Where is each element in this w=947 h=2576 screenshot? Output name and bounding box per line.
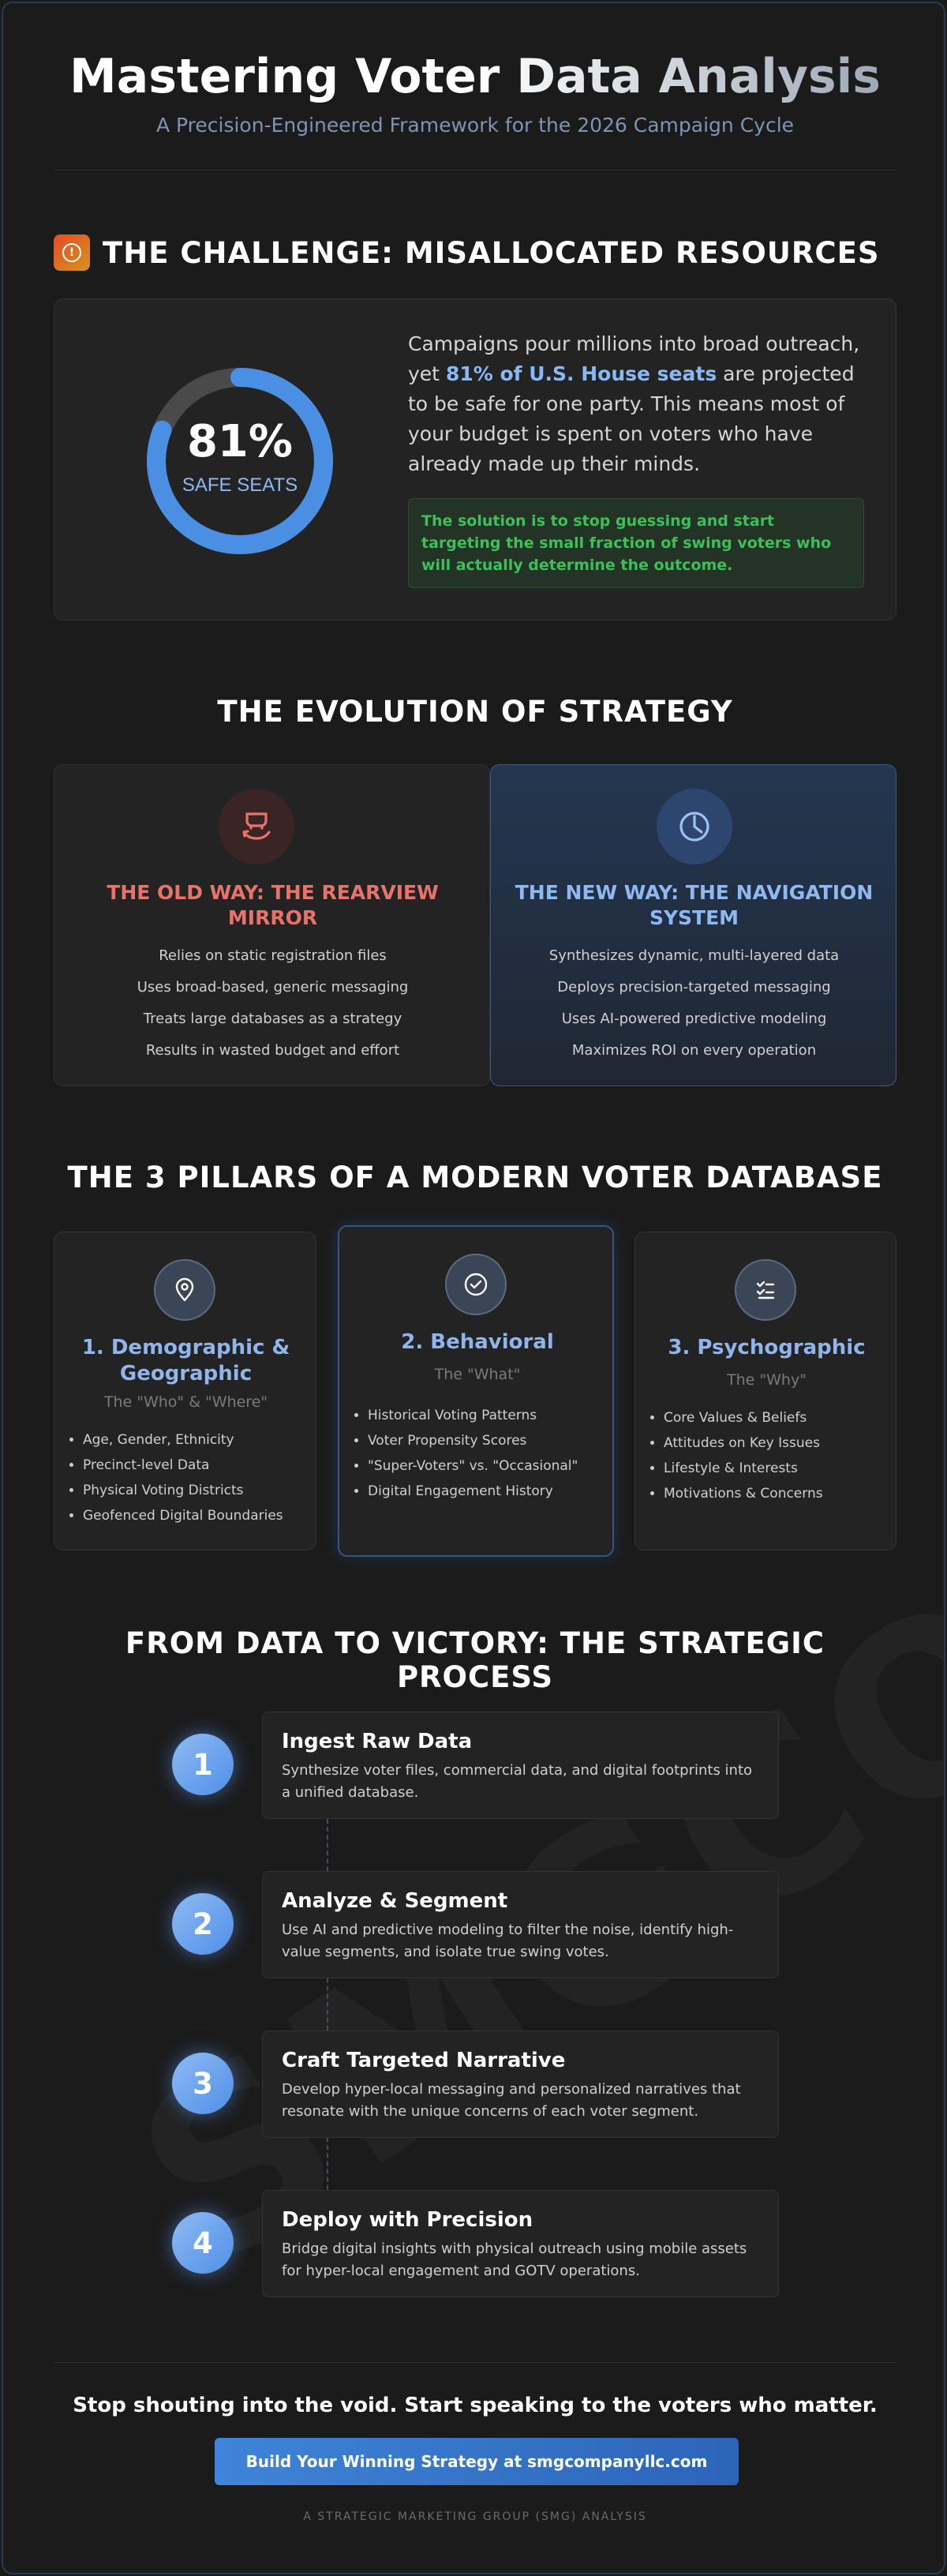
list-item: • Physical Voting Districts (83, 1482, 286, 1499)
pillar-points (646, 1409, 867, 1510)
list-item: Uses AI-powered predictive modeling (561, 1011, 827, 1027)
challenge-heading-row (54, 234, 880, 271)
list-item: • Geofenced Digital Boundaries (83, 1507, 286, 1524)
challenge-text-before: Campaigns pour millions into broad outreach, yet (408, 332, 860, 385)
new-way-title: THE NEW WAY: THE NAVIGATION SYSTEM (515, 881, 874, 929)
evolution-heading: THE EVOLUTION OF STRATEGY (217, 695, 733, 729)
list-item: Treats large databases as a strategy (143, 1011, 402, 1027)
step-description: Synthesize voter files, commercial data, and digital footprints into a unified database. (282, 1762, 753, 1801)
step-title: Analyze & Segment (282, 1889, 508, 1913)
pillar-points (350, 1407, 587, 1508)
rearview-mirror-icon (219, 789, 294, 864)
solution-note: The solution is to stop guessing and start targeting the small fraction of swing voters who will actually determine the outcome. (408, 498, 864, 588)
list-item: • Motivations & Concerns (664, 1485, 867, 1502)
list-item: • "Super-Voters" vs. "Occasional" (368, 1457, 587, 1475)
pillar-subtitle: The "Who" & "Where" (103, 1393, 268, 1411)
divider (54, 2362, 896, 2363)
step-description: Develop hyper-local messaging and personalized narratives that resonate with the unique concerns of each voter segment. (282, 2081, 741, 2120)
step-description: Bridge digital insights with physical outreach using mobile assets for hyper-local engagement and GOTV operations. (282, 2240, 747, 2279)
list-item: Deploys precision-targeted messaging (557, 979, 831, 996)
list-item: Synthesizes dynamic, multi-layered data (548, 947, 840, 964)
page-frame (2, 2, 945, 2574)
process-heading: FROM DATA TO VICTORY: THE STRATEGIC PROCESS (125, 1626, 825, 1694)
step-number-badge: 4 (172, 2212, 234, 2274)
old-way-title: THE OLD WAY: THE REARVIEW MIRROR (107, 881, 439, 929)
step-title: Ingest Raw Data (282, 1730, 473, 1753)
new-way-list (507, 940, 881, 1067)
challenge-text-after: are projected to be safe for one party. This means most of your budget is spent on voters who have already made up their minds. (408, 362, 855, 475)
list-item: • Core Values & Beliefs (664, 1409, 867, 1427)
pillar-subtitle: The "Why" (727, 1371, 807, 1389)
pillars-heading: THE 3 PILLARS OF A MODERN VOTER DATABASE (67, 1161, 883, 1194)
pillar-card-behavioral (338, 1225, 614, 1557)
checklist-icon (735, 1259, 796, 1321)
process-step-card (262, 2190, 779, 2297)
stat-label: SAFE SEATS (182, 474, 298, 496)
step-number-badge: 2 (172, 1893, 234, 1955)
divider (54, 170, 896, 171)
old-way-list (78, 940, 467, 1067)
step-title: Craft Targeted Narrative (282, 2049, 566, 2072)
step-description: Use AI and predictive modeling to filter the noise, identify high-value segments, and isolate true swing votes. (282, 1922, 734, 1960)
stat-value: 81% (186, 416, 294, 467)
old-way-card (54, 764, 490, 1086)
process-step-card (262, 1712, 779, 1819)
footer-credit: A STRATEGIC MARKETING GROUP (SMG) ANALYSIS (303, 2510, 647, 2523)
pillar-points (66, 1431, 286, 1532)
navigation-clock-icon (657, 789, 732, 864)
pillar-subtitle: The "What" (434, 1366, 521, 1383)
page-subtitle: A Precision-Engineered Framework for the 2026 Campaign Cycle (155, 114, 795, 137)
list-item: Maximizes ROI on every operation (571, 1042, 817, 1059)
list-item: • Attitudes on Key Issues (664, 1434, 867, 1452)
pillar-title: 3. Psychographic (668, 1336, 866, 1359)
challenge-text (408, 329, 866, 479)
challenge-text-highlight: 81% of U.S. House seats (445, 362, 717, 385)
list-item: • Historical Voting Patterns (368, 1407, 587, 1424)
list-item: • Digital Engagement History (368, 1483, 587, 1500)
list-item: Uses broad-based, generic messaging (137, 979, 409, 996)
process-step-card (262, 1871, 779, 1978)
process-step-card (262, 2030, 779, 2138)
alert-icon: ! (54, 234, 90, 271)
cta-button[interactable]: Build Your Winning Strategy at smgcompanyllc.com (215, 2438, 739, 2485)
challenge-heading: THE CHALLENGE: MISALLOCATED RESOURCES (103, 235, 880, 270)
step-title: Deploy with Precision (282, 2208, 533, 2232)
check-circle-icon (445, 1254, 507, 1315)
pillar-title: 2. Behavioral (401, 1330, 554, 1354)
pillar-card-demographic (54, 1232, 316, 1550)
page-title: Mastering Voter Data Analysis (54, 49, 896, 104)
list-item: • Voter Propensity Scores (368, 1432, 587, 1449)
cta-text: Stop shouting into the void. Start speaking to the voters who matter. (73, 2394, 878, 2417)
list-item: Relies on static registration files (159, 947, 387, 964)
new-way-card (490, 764, 896, 1086)
list-item: • Age, Gender, Ethnicity (83, 1431, 286, 1449)
list-item: • Precinct-level Data (83, 1457, 286, 1474)
challenge-card (54, 298, 896, 621)
list-item: • Lifestyle & Interests (664, 1460, 867, 1477)
step-number-badge: 3 (172, 2053, 234, 2114)
map-pin-icon (154, 1259, 215, 1321)
pillar-card-psychographic (634, 1232, 896, 1550)
step-number-badge: 1 (172, 1734, 234, 1795)
list-item: Results in wasted budget and effort (145, 1042, 400, 1059)
pillar-title: 1. Demographic & Geographic (81, 1336, 290, 1385)
